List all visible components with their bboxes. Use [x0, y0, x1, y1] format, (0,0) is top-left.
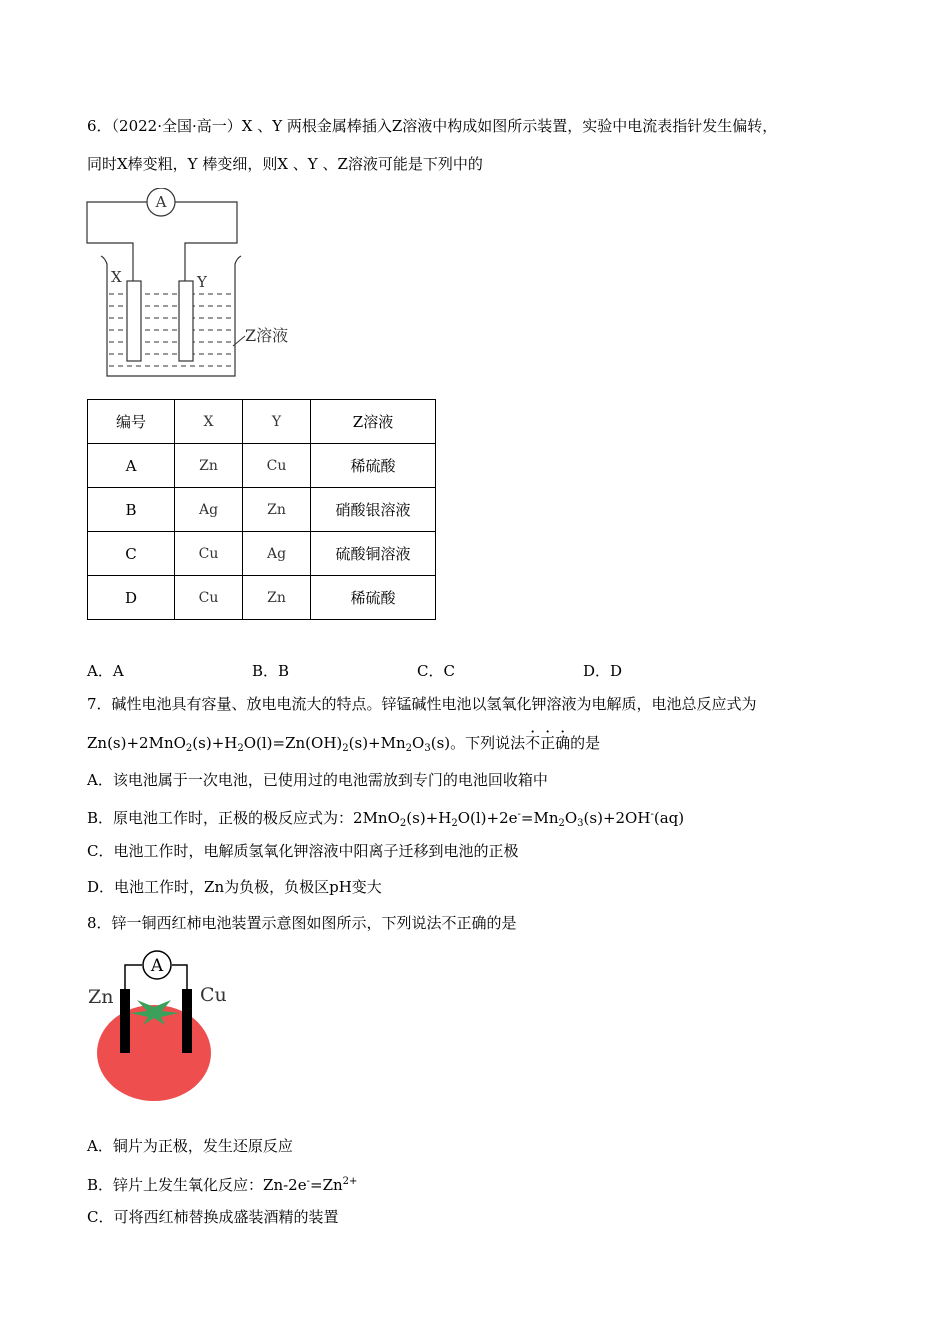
opt-sub: 2	[399, 818, 407, 829]
q6-option-c[interactable]: C．C	[417, 662, 455, 680]
table-cell: Ag	[243, 532, 311, 576]
q6-option-a[interactable]: A．A	[87, 662, 124, 680]
table-cell: 硝酸银溶液	[311, 488, 436, 532]
table-cell: D	[88, 576, 175, 620]
q6-line2: 同时X棒变粗，Y 棒变细，则X 、Y 、Z溶液可能是下列中的	[87, 155, 483, 173]
opt-text: B．锌片上发生氧化反应：Zn-2e	[87, 1176, 307, 1194]
emphasis-char: 正	[540, 734, 556, 752]
opt-text: (aq)	[653, 809, 685, 827]
eq-text: (s)+H	[192, 734, 238, 752]
q7-option-a[interactable]: A．该电池属于一次电池，已使用过的电池需放到专门的电池回收箱中	[87, 771, 548, 789]
q8-option-c[interactable]: C．可将西红柿替换成盛装酒精的装置	[87, 1208, 339, 1226]
tomato-body	[97, 1005, 211, 1101]
table-cell: Zn	[175, 444, 243, 488]
table-row	[88, 576, 436, 620]
solution-label: Z溶液	[245, 326, 289, 345]
table-header-cell: X	[175, 400, 243, 444]
q6-line1: 6．（2022·全国·高一）X 、Y 两根金属棒插入Z溶液中构成如图所示装置，实验中电流表指针发生偏转，	[87, 117, 778, 135]
opt-sub: 2	[558, 818, 565, 829]
opt-text: =Mn	[520, 809, 559, 827]
q6-data-table	[87, 399, 436, 620]
q7-option-c[interactable]: C．电池工作时，电解质氢氧化钾溶液中阳离子迁移到电池的正极	[87, 842, 519, 860]
q8-option-b[interactable]	[87, 1172, 357, 1195]
opt-text: (s)+2OH	[583, 809, 651, 827]
eq-text: O(l)=Zn(OH)	[243, 734, 343, 752]
table-row	[88, 488, 436, 532]
eq-sub: 3	[424, 743, 431, 754]
eq-sub: 2	[237, 743, 244, 754]
table-header-cell: Y	[243, 400, 311, 444]
eq-text: (s)。下列说法	[430, 734, 526, 752]
opt-text: O	[564, 809, 578, 827]
emphasis-char: 确	[555, 734, 571, 752]
table-cell: Zn	[243, 488, 311, 532]
opt-sup: -	[517, 809, 521, 820]
opt-text: O(l)+2e	[457, 809, 518, 827]
q7-line1: 7．碱性电池具有容量、放电电流大的特点。锌锰碱性电池以氢氧化钾溶液为电解质，电池总反应式为	[87, 695, 757, 713]
eq-sub: 2	[405, 743, 413, 754]
table-cell: A	[88, 444, 175, 488]
q7-option-d[interactable]: D．电池工作时，Zn为负极，负极区pH变大	[87, 878, 382, 896]
q8-line1: 8．锌一铜西红柿电池装置示意图如图所示，下列说法不正确的是	[87, 914, 517, 932]
opt-text: (s)+H	[406, 809, 452, 827]
rod-x	[127, 281, 141, 361]
eq-text: 的是	[570, 734, 601, 752]
table-cell: C	[88, 532, 175, 576]
emphasis-text	[525, 734, 570, 752]
opt-text: =Zn	[310, 1176, 343, 1194]
opt-sup: -	[306, 1176, 310, 1187]
copper-electrode	[182, 989, 192, 1053]
table-cell: 稀硫酸	[311, 444, 436, 488]
table-cell: 稀硫酸	[311, 576, 436, 620]
rod-y	[179, 281, 193, 361]
q6-options	[87, 660, 687, 680]
opt-sub: 3	[577, 818, 584, 829]
eq-text: (s)+Mn	[348, 734, 406, 752]
table-header-row	[88, 400, 436, 444]
eq-sub: 2	[185, 743, 193, 754]
opt-sub: 2	[451, 818, 458, 829]
tomato-battery-figure	[85, 945, 235, 1105]
opt-sup: 2+	[342, 1176, 358, 1187]
ammeter-label: A	[155, 193, 167, 211]
q7-equation	[87, 733, 600, 759]
eq-sub: 2	[342, 743, 349, 754]
table-row	[88, 532, 436, 576]
rod-x-label: X	[111, 268, 122, 286]
eq-text: Zn(s)+2MnO	[87, 734, 186, 752]
zn-label: Zn	[88, 986, 114, 1008]
table-cell: Cu	[175, 532, 243, 576]
table-cell: Cu	[175, 576, 243, 620]
electrochemical-cell-figure	[85, 188, 315, 383]
table-header-cell: 编号	[88, 400, 175, 444]
ammeter-label: A	[150, 956, 164, 976]
opt-sup: -	[650, 809, 654, 820]
table-cell: B	[88, 488, 175, 532]
rod-y-label: Y	[197, 273, 207, 291]
q6-option-b[interactable]: B．B	[252, 662, 290, 680]
cu-label: Cu	[200, 984, 227, 1006]
opt-text: B．原电池工作时，正极的极反应式为：2MnO	[87, 809, 400, 827]
table-cell: Cu	[243, 444, 311, 488]
emphasis-char: 不	[525, 734, 541, 752]
q8-option-a[interactable]: A．铜片为正极，发生还原反应	[87, 1137, 293, 1155]
q7-option-b[interactable]	[87, 805, 684, 834]
table-cell: Ag	[175, 488, 243, 532]
table-header-cell: Z溶液	[311, 400, 436, 444]
table-row	[88, 444, 436, 488]
zinc-electrode	[120, 989, 130, 1053]
table-cell: 硫酸铜溶液	[311, 532, 436, 576]
q6-option-d[interactable]: D．D	[583, 662, 623, 680]
eq-text: O	[412, 734, 425, 752]
table-cell: Zn	[243, 576, 311, 620]
